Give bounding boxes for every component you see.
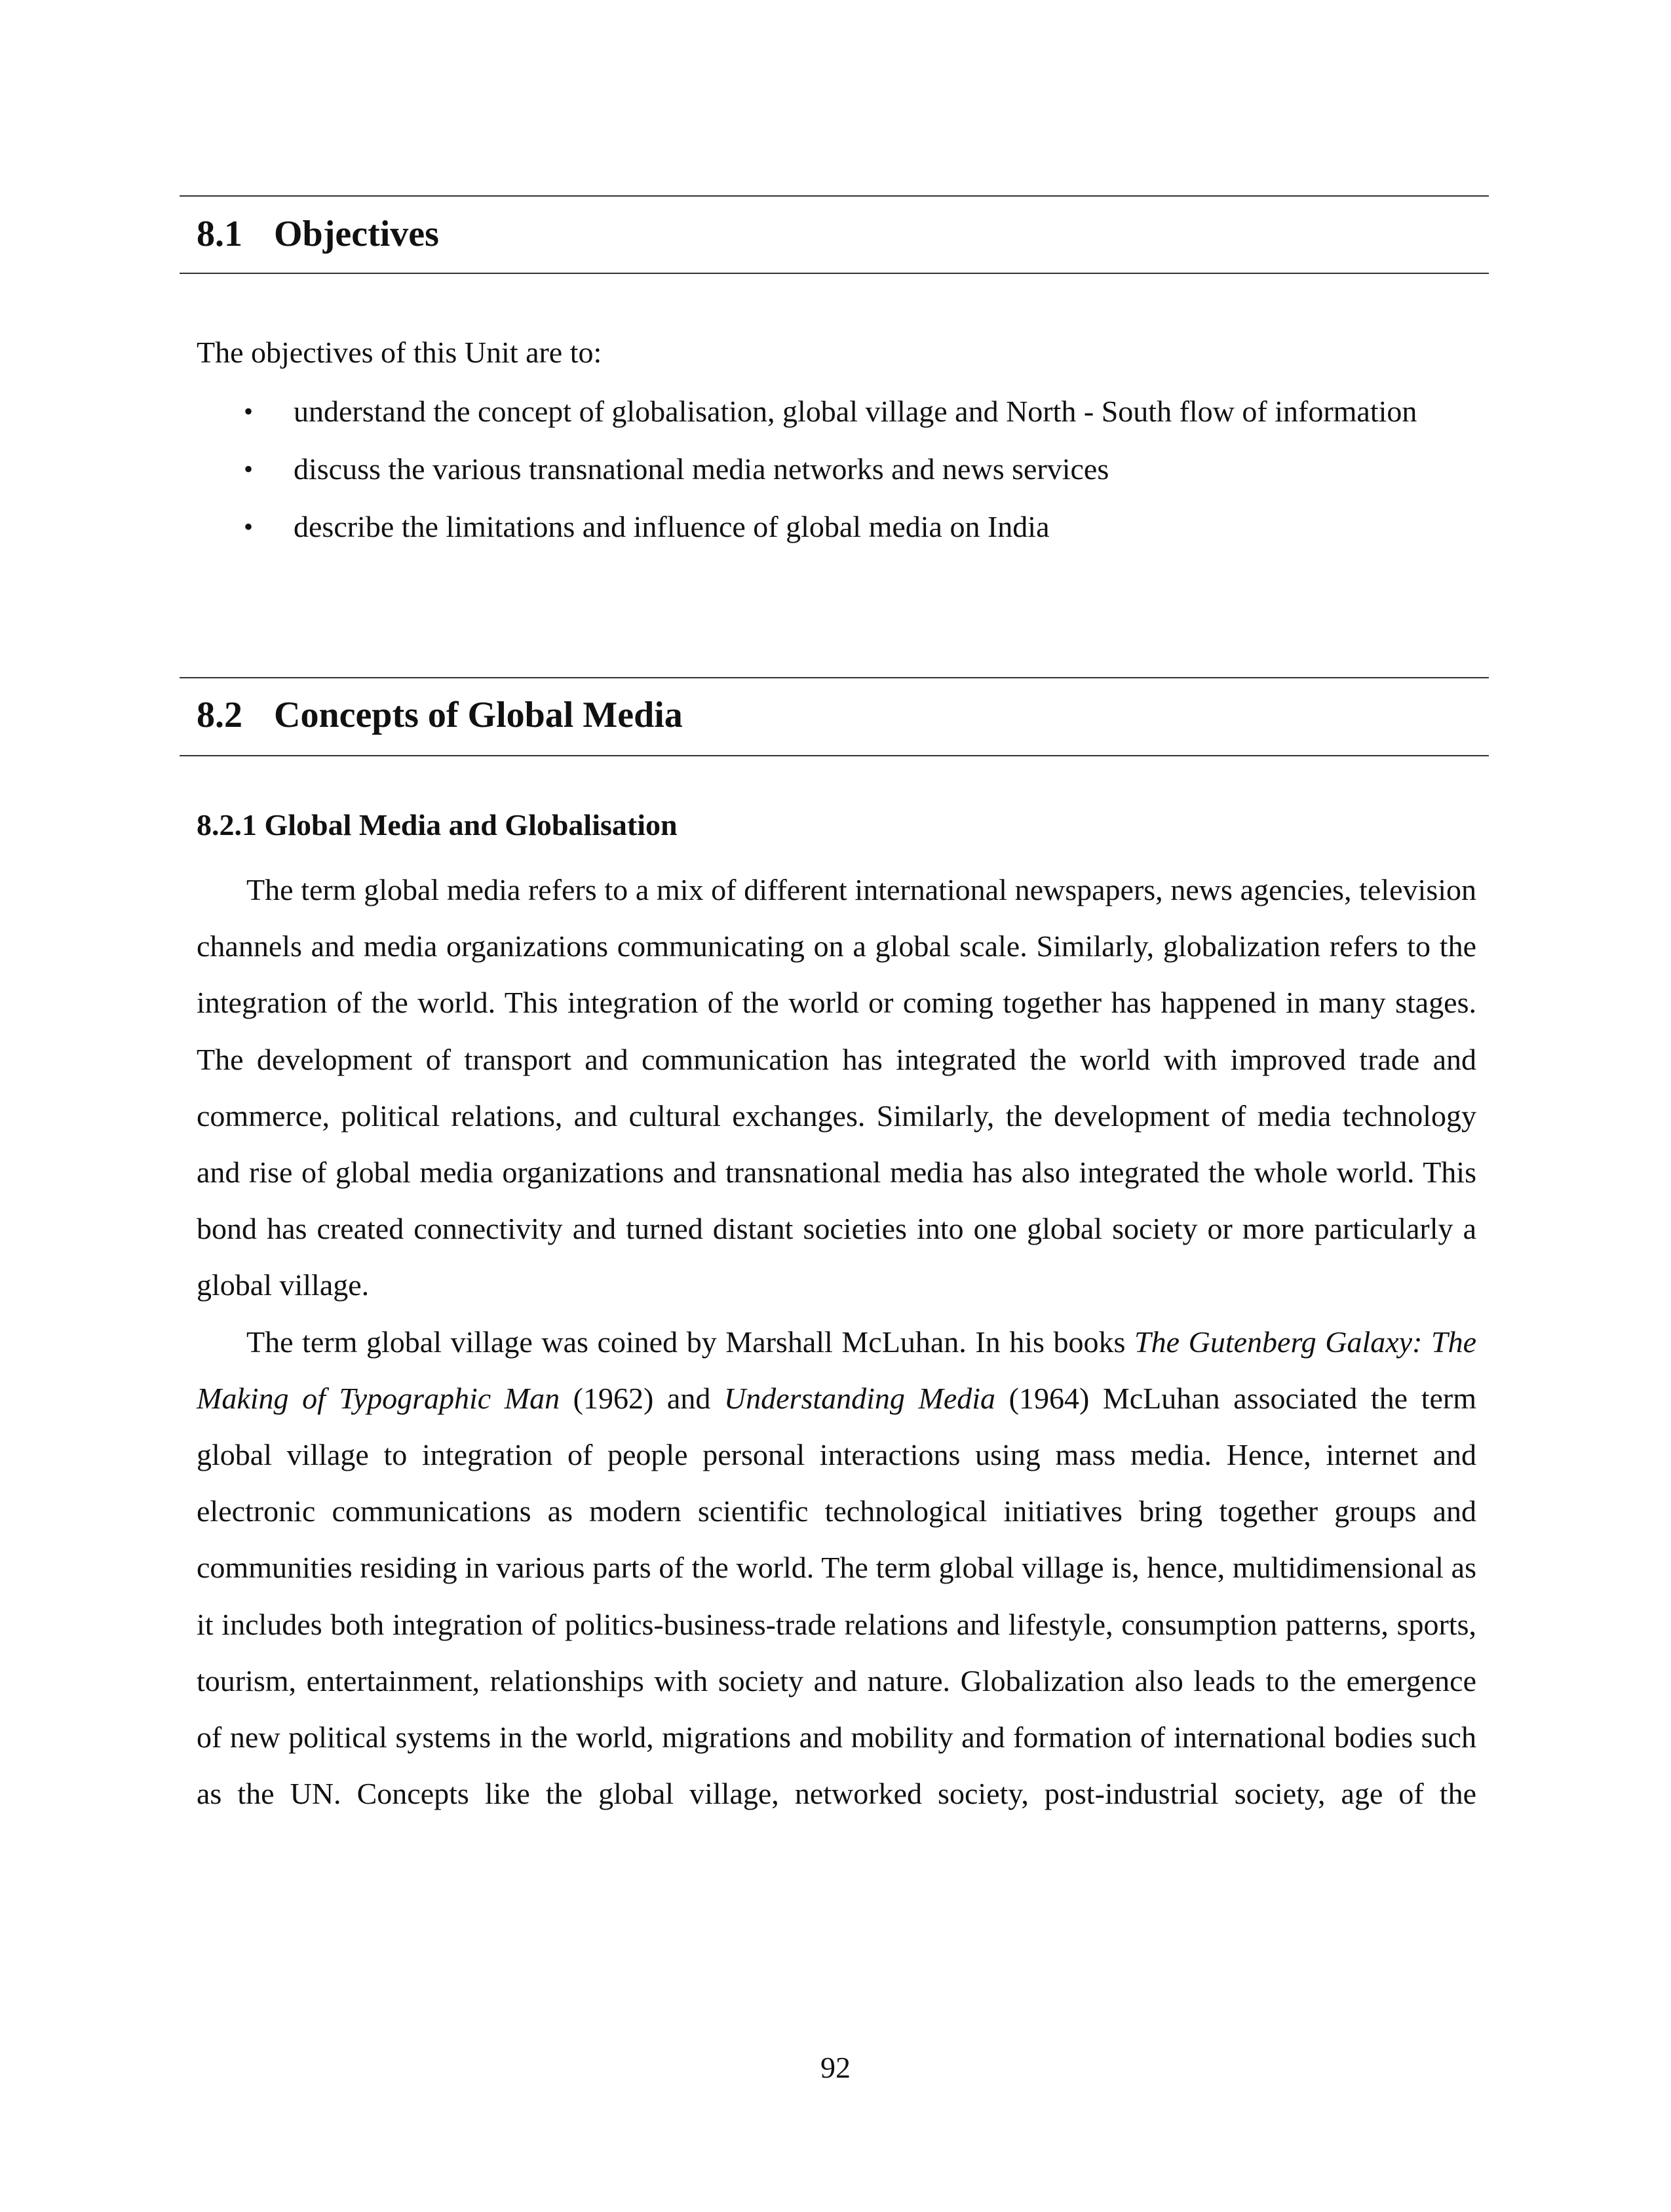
section-8-2-bottom-rule	[180, 755, 1489, 756]
section-8-2-top-rule	[180, 677, 1489, 678]
bullet-icon: •	[244, 397, 254, 426]
objective-text: discuss the various transnational media networks and news services	[294, 452, 1109, 486]
section-8-1-bottom-rule	[180, 273, 1489, 274]
paragraph-global-media: The term global media refers to a mix of different international newspapers, news agencies, television channels and media organizations communicating on a global scale. Similarly, globalization refers to the integration of the world. This integration of the world or coming together has happened in many stages. The development of transport and communication has integrated the world with improved trade and commerce, political relations, and cultural exchanges. Similarly, the development of media technology and rise of global media organizations and transnational media has also integrated the whole world. This bond has created connectivity and turned distant societies into one global society or more particularly a global village.	[197, 873, 1476, 1302]
section-8-1-number: 8.1	[197, 214, 242, 254]
subsection-8-2-1-title: 8.2.1 Global Media and Globalisation	[197, 808, 678, 842]
section-8-2-title: Concepts of Global Media	[274, 695, 683, 735]
bullet-icon: •	[244, 454, 254, 484]
list-item	[197, 383, 1476, 440]
paragraph-global-village	[197, 1314, 1476, 1823]
section-8-1-top-rule	[180, 195, 1489, 197]
paragraph-text: (1964) McLuhan associated the term global village to integration of people personal interactions using mass media. Hence, internet and electronic communications as modern scientific technological initiatives bring together groups and communities residing in various parts of the world. The term global village is, hence, multidimensional as it includes both integration of politics-business-trade relations and lifestyle, consumption patterns, sports, tourism, entertainment, relationships with society and nature. Globalization also leads to the emergence of new political systems in the world, migrations and mobility and formation of international bodies such as the UN. Concepts like the global village, networked society, post-industrial society, age of the	[197, 1381, 1476, 1811]
section-8-2-number: 8.2	[197, 695, 242, 735]
paragraph-text: (1962) and	[560, 1381, 724, 1415]
paragraph-text: The term global village was coined by Marshall McLuhan. In his books	[246, 1325, 1135, 1359]
page-number: 92	[820, 2051, 851, 2084]
objective-text: understand the concept of globalisation, global village and North - South flow of information	[294, 395, 1417, 428]
list-item	[197, 499, 1476, 555]
objectives-intro: The objectives of this Unit are to:	[197, 336, 602, 369]
bullet-icon: •	[244, 512, 254, 541]
list-item	[197, 441, 1476, 497]
book-title: The Gutenberg Galaxy: The Making of Typographic Man	[197, 1325, 1476, 1415]
objectives-list	[197, 383, 1476, 556]
section-8-1-heading	[197, 212, 439, 256]
book-title: Understanding Media	[723, 1381, 996, 1415]
section-8-2-heading	[197, 693, 683, 737]
objective-text: describe the limitations and influence of global media on India	[294, 510, 1050, 543]
section-8-2-body	[197, 862, 1476, 1822]
section-8-1-title: Objectives	[274, 214, 439, 254]
